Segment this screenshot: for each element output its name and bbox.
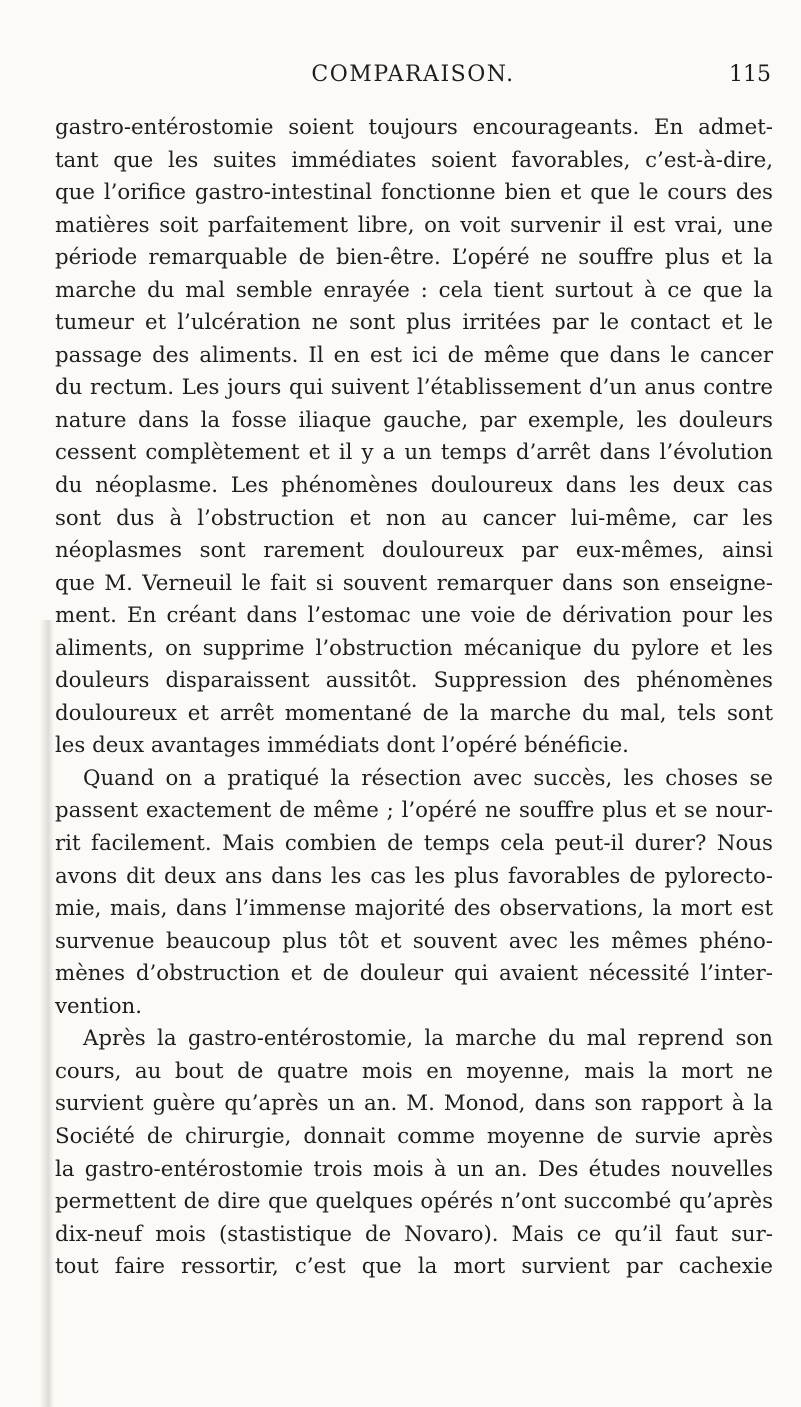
text-line: du rectum. Les jours qui suivent l’établissement d’un anus contre: [55, 375, 773, 401]
text-line: aliments, on supprime l’obstruction mécanique du pylore et les: [55, 635, 773, 661]
text-line: ment. En créant dans l’estomac une voie de dérivation pour les: [55, 603, 773, 629]
text-line: la gastro-entérostomie trois mois à un an. Des études nouvelles: [55, 1156, 773, 1182]
text-line: que l’orifice gastro-intestinal fonctionne bien et que le cours des: [55, 180, 773, 206]
text-line: avons dit deux ans dans les cas les plus favorables de pylorecto-: [55, 863, 773, 889]
text-line: douloureux et arrêt momentané de la marche du mal, tels sont: [55, 700, 773, 726]
text-line: que M. Verneuil le fait si souvent remarquer dans son enseigne-: [55, 570, 773, 596]
text-line: passent exactement de même ; l’opéré ne souffre plus et se nour-: [55, 798, 773, 824]
text-line: survenue beaucoup plus tôt et souvent avec les mêmes phéno-: [55, 928, 773, 954]
text-line: tumeur et l’ulcération ne sont plus irritées par le contact et le: [55, 310, 773, 336]
gutter-shadow: [40, 620, 54, 1407]
text-line: gastro-entérostomie soient toujours encourageants. En admet-: [55, 115, 773, 140]
text-line: douleurs disparaissent aussitôt. Suppression des phénomènes: [55, 668, 773, 694]
text-line: marche du mal semble enrayée : cela tient surtout à ce que la: [55, 277, 773, 303]
page-number: 115: [729, 62, 771, 87]
text-line: période remarquable de bien-être. L’opéré ne souffre plus et la: [55, 245, 773, 271]
text-line: mènes d’obstruction et de douleur qui avaient nécessité l’inter-: [55, 961, 773, 987]
text-line: cessent complètement et il y a un temps d’arrêt dans l’évolution: [55, 440, 773, 466]
text-line: sont dus à l’obstruction et non au cancer lui-même, car les: [55, 505, 773, 531]
binding-gutter: [0, 620, 56, 1407]
text-line: mie, mais, dans l’immense majorité des observations, la mort est: [55, 896, 773, 922]
text-line: tout faire ressortir, c’est que la mort survient par cachexie: [55, 1254, 773, 1280]
text-line: tant que les suites immédiates soient favorables, c’est-à-dire,: [55, 147, 773, 173]
text-line: vention.: [55, 993, 143, 1019]
text-line: Après la gastro-entérostomie, la marche du mal reprend son: [83, 1026, 773, 1052]
text-line: du néoplasme. Les phénomènes douloureux dans les deux cas: [55, 473, 773, 499]
text-line: rit facilement. Mais combien de temps cela peut-il durer? Nous: [55, 831, 773, 857]
text-line: survient guère qu’après un an. M. Monod, dans son rapport à la: [55, 1091, 773, 1117]
text-line: passage des aliments. Il en est ici de même que dans le cancer: [55, 342, 773, 368]
text-line: matières soit parfaitement libre, on voit survenir il est vrai, une: [55, 212, 773, 238]
text-line: les deux avantages immédiats dont l’opéré bénéficie.: [55, 733, 629, 759]
text-line: Société de chirurgie, donnait comme moyenne de survie après: [55, 1123, 773, 1149]
text-line: dix-neuf mois (stastistique de Novaro). Mais ce qu’il faut sur-: [55, 1221, 773, 1247]
text-line: cours, au bout de quatre mois en moyenne, mais la mort ne: [55, 1058, 773, 1084]
body-text: [55, 112, 773, 1284]
text-line: nature dans la fosse iliaque gauche, par exemple, les douleurs: [55, 407, 773, 433]
text-line: néoplasmes sont rarement douloureux par eux-mêmes, ainsi: [55, 538, 773, 564]
text-line: permettent de dire que quelques opérés n’ont succombé qu’après: [55, 1189, 773, 1215]
text-line: Quand on a pratiqué la résection avec succès, les choses se: [83, 765, 773, 791]
running-title: COMPARAISON.: [311, 62, 515, 87]
running-header: [55, 62, 771, 94]
